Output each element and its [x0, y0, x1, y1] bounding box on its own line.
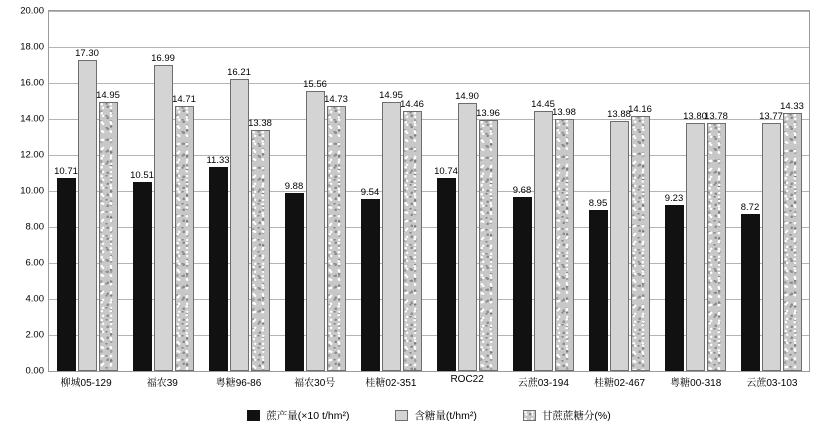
bar [552, 107, 576, 371]
bar-value-label: 13.78 [704, 110, 728, 122]
legend-label: 含糖量(t/hm²) [414, 410, 477, 422]
bar [75, 47, 99, 371]
x-axis [48, 374, 810, 394]
bar [379, 89, 403, 371]
bar-value-label: 14.73 [324, 93, 348, 105]
bar-value-label: 17.30 [75, 47, 99, 59]
bar [759, 111, 783, 371]
bar [628, 104, 652, 371]
bar-value-label: 10.51 [130, 169, 154, 181]
bar-groups [49, 11, 809, 371]
bar [664, 192, 684, 371]
bar-group [733, 11, 809, 371]
bar [54, 166, 78, 371]
legend-swatch [247, 410, 260, 421]
bar [704, 110, 728, 371]
bar [607, 109, 631, 371]
bar-value-label: 13.77 [759, 111, 783, 123]
bar-group [657, 11, 733, 371]
bar-group [277, 11, 353, 371]
x-tick-label: 福农30号 [294, 378, 336, 389]
bar-value-label: 14.46 [400, 98, 424, 110]
bar [531, 98, 555, 371]
x-tick-label: 柳城05-129 [60, 378, 112, 389]
bar-value-label: 9.68 [512, 184, 532, 196]
bar-value-label: 8.72 [740, 202, 760, 214]
bar [248, 118, 272, 371]
bar [206, 155, 230, 371]
y-tick-label: 12.00 [20, 149, 44, 161]
y-axis [0, 5, 44, 377]
plot-area [48, 10, 810, 372]
bar [324, 93, 348, 371]
bar [227, 67, 251, 371]
y-tick-label: 16.00 [20, 77, 44, 89]
bar [476, 107, 500, 371]
y-tick-label: 4.00 [25, 293, 44, 305]
bar [172, 94, 196, 371]
bar [512, 184, 532, 371]
y-tick-label: 2.00 [25, 329, 44, 341]
y-tick-label: 14.00 [20, 113, 44, 125]
bar [683, 110, 707, 371]
bar [130, 169, 154, 371]
bar [780, 101, 804, 371]
bar [455, 90, 479, 371]
bar-value-label: 13.38 [248, 118, 272, 130]
y-tick-label: 18.00 [20, 41, 44, 53]
bar-group [505, 11, 581, 371]
bar-value-label: 11.33 [206, 155, 230, 167]
x-tick-label: 桂糖02-351 [365, 378, 417, 389]
bar-value-label: 10.71 [54, 166, 78, 178]
x-tick-label: 福农39 [146, 378, 178, 389]
x-tick-label: 云蔗03-194 [517, 378, 569, 389]
x-tick-label: 桂糖02-467 [593, 378, 646, 389]
y-tick-label: 10.00 [20, 185, 44, 197]
bar-value-label: 14.71 [172, 94, 196, 106]
bar [303, 78, 327, 371]
bar-group [581, 11, 657, 371]
bar-group [49, 11, 125, 371]
y-tick-label: 0.00 [25, 365, 44, 377]
legend-item[interactable] [395, 408, 476, 423]
bar-value-label: 14.90 [455, 90, 479, 102]
bar-value-label: 9.23 [664, 192, 684, 204]
legend-item[interactable] [523, 408, 611, 423]
bar [96, 89, 120, 371]
bar-value-label: 15.56 [303, 78, 327, 90]
bar [740, 202, 760, 371]
bar-value-label: 8.95 [588, 197, 608, 209]
legend [48, 408, 810, 423]
bar-group [201, 11, 277, 371]
bar-value-label: 13.98 [552, 107, 576, 119]
legend-item[interactable] [247, 408, 349, 423]
x-tick-label: ROC22 [450, 374, 484, 385]
bar-value-label: 9.54 [360, 187, 380, 199]
bar-value-label: 14.16 [628, 104, 652, 116]
x-tick-label: 粤糖00-318 [670, 378, 722, 389]
bar-value-label: 13.80 [683, 110, 707, 122]
bar-value-label: 9.88 [284, 181, 304, 193]
bar-value-label: 16.21 [227, 67, 251, 79]
bar [360, 187, 380, 371]
y-tick-label: 6.00 [25, 257, 44, 269]
legend-label: 甘蔗蔗糖分(%) [541, 410, 611, 422]
y-tick-label: 8.00 [25, 221, 44, 233]
y-tick-label: 20.00 [20, 5, 44, 17]
bar [151, 53, 175, 371]
bar-group [353, 11, 429, 371]
bar-group [429, 11, 505, 371]
bar-value-label: 16.99 [151, 53, 175, 65]
bar-group [125, 11, 201, 371]
bar [400, 98, 424, 371]
legend-swatch [523, 410, 536, 421]
legend-swatch [395, 410, 408, 421]
bar-value-label: 13.88 [607, 109, 631, 121]
bar [588, 197, 608, 371]
x-tick-label: 云蔗03-103 [746, 378, 798, 389]
bar-value-label: 14.95 [96, 89, 120, 101]
legend-label: 蔗产量(×10 t/hm²) [266, 410, 350, 422]
x-tick-label: 粤糖96-86 [215, 378, 262, 389]
bar-value-label: 14.95 [379, 89, 403, 101]
bar [284, 181, 304, 371]
bar-value-label: 10.74 [434, 165, 458, 177]
bar-value-label: 14.33 [780, 101, 804, 113]
bar-value-label: 14.45 [531, 98, 555, 110]
bar-value-label: 13.96 [476, 107, 500, 119]
bar [434, 165, 458, 371]
